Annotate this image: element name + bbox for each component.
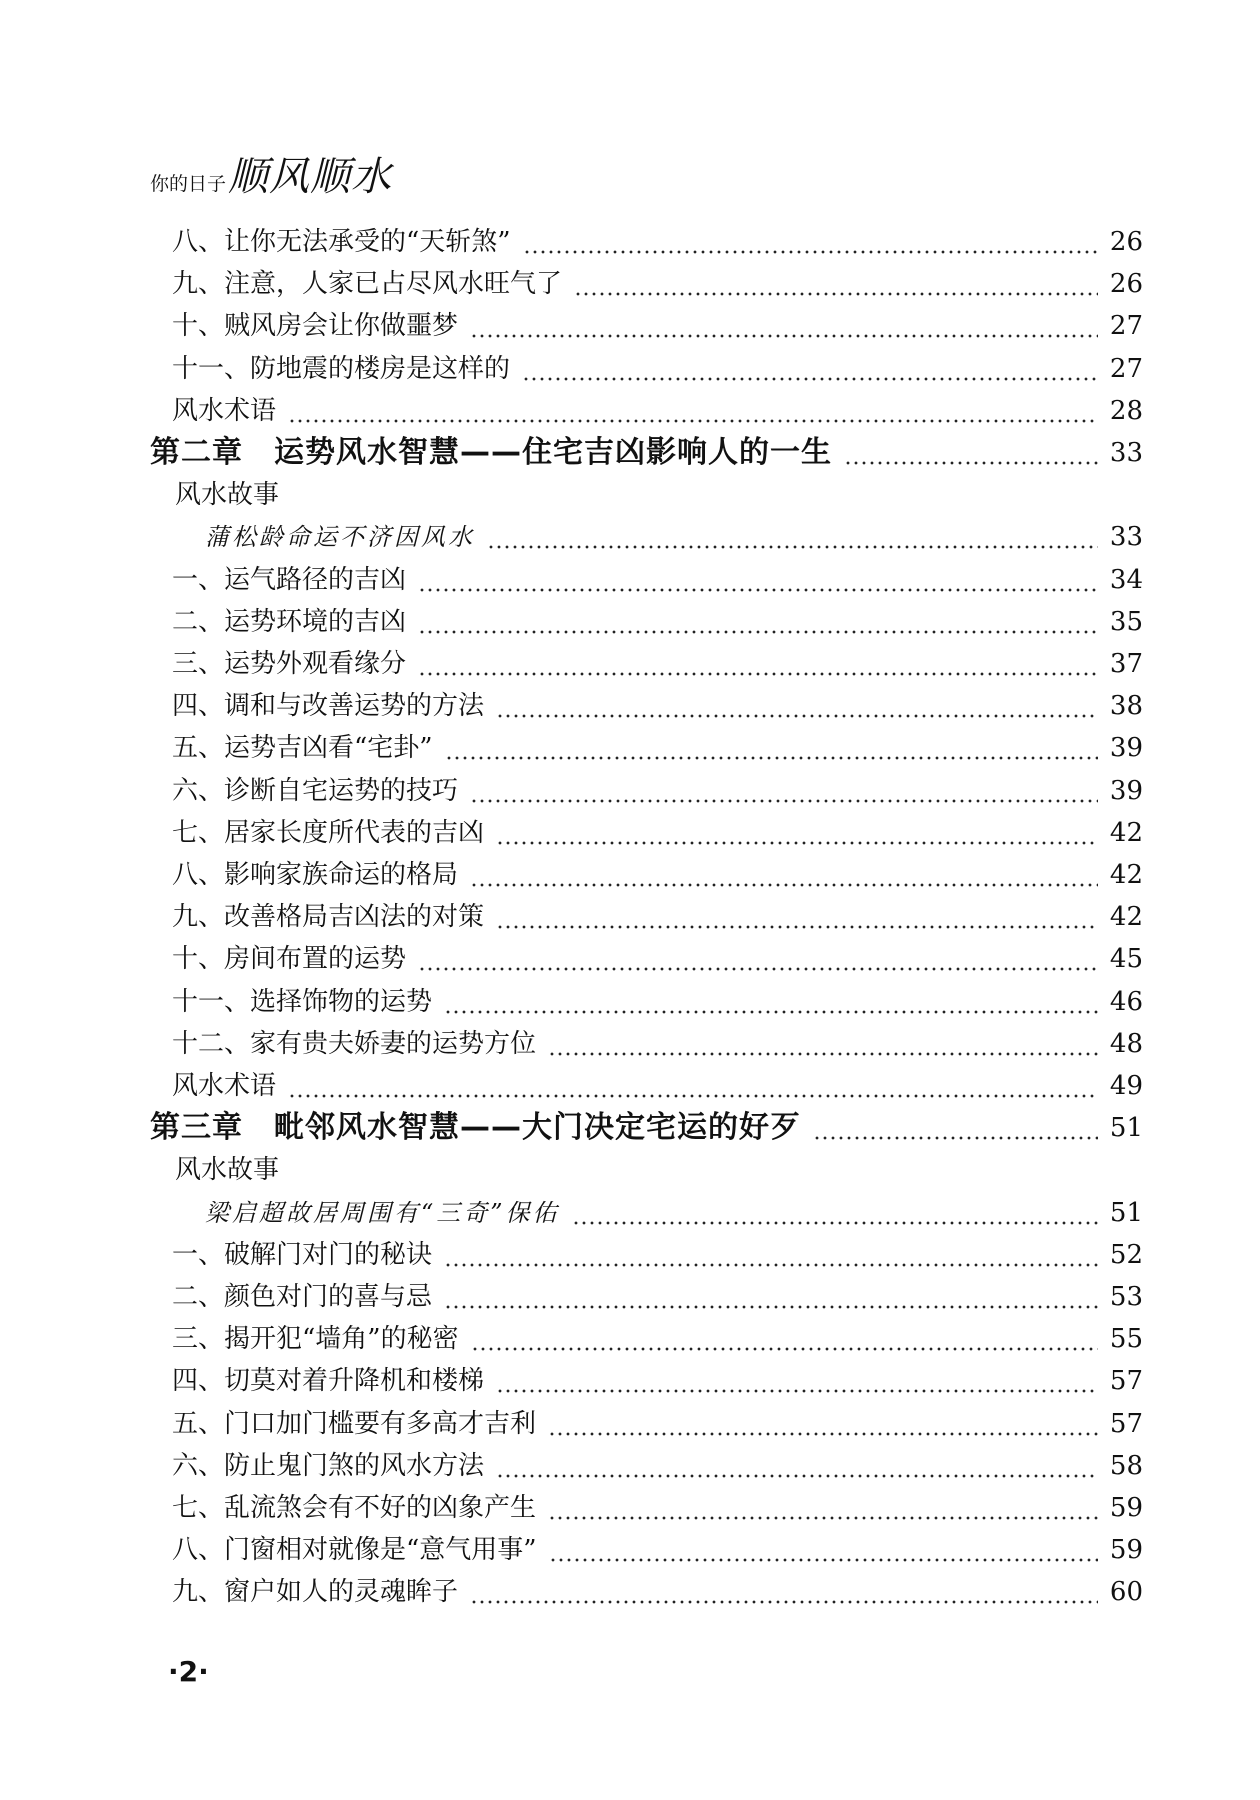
toc-row xyxy=(172,982,1143,1022)
section-heading: 风水故事 xyxy=(175,1155,280,1186)
toc-entry-title: 七、居家长度所代表的吉凶 xyxy=(172,817,485,848)
toc-entry-title: 二、颜色对门的喜与忌 xyxy=(172,1282,433,1312)
toc-entry-title: 十、房间布置的运势 xyxy=(172,944,407,975)
running-header xyxy=(150,145,392,202)
toc-row xyxy=(172,1361,1143,1401)
dot-leader xyxy=(470,855,1098,895)
toc-page-number: 58 xyxy=(1109,1450,1143,1481)
dot-leader xyxy=(496,686,1098,726)
toc-entry-title: 四、切莫对着升降机和楼梯 xyxy=(172,1366,485,1397)
toc-row xyxy=(172,855,1143,895)
toc-entry-title: 十一、防地震的楼房是这样的 xyxy=(172,353,511,384)
toc-page-number: 48 xyxy=(1109,1028,1143,1059)
toc-page-number: 33 xyxy=(1109,438,1143,468)
toc-row xyxy=(172,897,1143,937)
dot-leader xyxy=(844,433,1098,473)
toc-row xyxy=(172,771,1143,811)
toc-row xyxy=(172,1024,1143,1064)
toc-page-number: 27 xyxy=(1109,353,1143,384)
toc-entry-title: 九、注意，人家已占尽风水旺气了 xyxy=(172,269,563,300)
toc-entry-title: 梁启超故居周围有“三奇”保佑 xyxy=(205,1198,560,1227)
toc-page-number: 33 xyxy=(1109,522,1143,553)
toc-page-number: 26 xyxy=(1109,269,1143,300)
toc-page-number: 57 xyxy=(1109,1366,1143,1397)
toc-page-number: 42 xyxy=(1109,902,1143,933)
dot-leader xyxy=(418,644,1098,684)
toc-row xyxy=(172,939,1143,979)
toc-page-number: 52 xyxy=(1109,1239,1143,1270)
toc-page-number: 35 xyxy=(1109,606,1143,637)
toc-row xyxy=(172,1277,1143,1317)
toc-row xyxy=(172,644,1143,684)
toc-entry-title: 八、影响家族命运的格局 xyxy=(172,860,459,890)
toc-entry-title: 九、窗户如人的灵魂眸子 xyxy=(172,1577,459,1608)
toc-page-number: 55 xyxy=(1109,1324,1143,1355)
toc-row xyxy=(172,222,1143,262)
toc-page-number: 39 xyxy=(1109,775,1143,806)
toc-entry-title: 三、运势外观看缘分 xyxy=(172,649,407,679)
toc-page-number: 53 xyxy=(1109,1282,1143,1312)
toc-page-number: 45 xyxy=(1109,944,1143,975)
dot-leader xyxy=(548,1488,1098,1528)
toc-page-number: 28 xyxy=(1109,395,1143,426)
dot-leader xyxy=(572,1193,1098,1233)
toc-entry-title: 五、运势吉凶看“宅卦” xyxy=(172,733,433,764)
dot-leader xyxy=(523,222,1098,262)
dot-leader xyxy=(548,1024,1098,1064)
toc-page-number: 46 xyxy=(1109,986,1143,1017)
toc-row xyxy=(172,1235,1143,1275)
toc-entry-title: 六、防止鬼门煞的风水方法 xyxy=(172,1450,485,1481)
toc-entry-title: 一、破解门对门的秘诀 xyxy=(172,1239,433,1270)
toc-page-number: 49 xyxy=(1109,1071,1143,1101)
toc-row xyxy=(172,560,1143,600)
toc-row xyxy=(172,1319,1143,1359)
toc-entry-title: 一、运气路径的吉凶 xyxy=(172,564,407,595)
dot-leader xyxy=(496,897,1098,937)
toc-row xyxy=(172,349,1143,389)
toc-entry-title: 蒲松龄命运不济因风水 xyxy=(205,523,475,552)
toc-row xyxy=(172,1066,1143,1106)
dot-leader xyxy=(487,517,1098,557)
toc-row xyxy=(172,1446,1143,1486)
toc-page-number: 51 xyxy=(1109,1197,1143,1228)
toc-entry-title: 十、贼风房会让你做噩梦 xyxy=(172,311,459,342)
toc-entry-title: 二、运势环境的吉凶 xyxy=(172,606,407,637)
toc-page-number: 42 xyxy=(1109,817,1143,848)
toc-page-number: 26 xyxy=(1109,227,1143,257)
dot-leader xyxy=(418,602,1098,642)
section-heading: 风水故事 xyxy=(175,480,280,511)
toc-page-number: 39 xyxy=(1109,733,1143,764)
toc-chapter-row xyxy=(150,433,1143,473)
dot-leader xyxy=(496,813,1098,853)
toc-row xyxy=(172,1488,1143,1528)
dot-leader xyxy=(813,1108,1098,1148)
dot-leader xyxy=(288,391,1098,431)
toc-entry-title: 十二、家有贵夫娇妻的运势方位 xyxy=(172,1028,537,1059)
header-small-text: 你的日子 xyxy=(150,173,227,195)
toc-page-number: 27 xyxy=(1109,311,1143,342)
toc-entry-title: 六、诊断自宅运势的技巧 xyxy=(172,775,459,806)
dot-leader xyxy=(418,560,1098,600)
toc-entry-title: 风水术语 xyxy=(172,395,277,426)
toc-entry-title: 风水术语 xyxy=(172,1071,277,1101)
toc-row xyxy=(172,686,1143,726)
toc-entry-title: 八、门窗相对就像是“意气用事” xyxy=(172,1535,537,1566)
toc-entry-title: 第二章 运势风水智慧——住宅吉凶影响人的一生 xyxy=(150,435,832,470)
dot-leader xyxy=(444,1277,1098,1317)
dot-leader xyxy=(471,1319,1098,1359)
dot-leader xyxy=(418,939,1098,979)
dot-leader xyxy=(470,306,1098,346)
dot-leader xyxy=(470,1572,1098,1612)
dot-leader xyxy=(444,982,1098,1022)
toc-row xyxy=(172,1530,1143,1570)
toc-entry-title: 七、乱流煞会有不好的凶象产生 xyxy=(172,1493,537,1523)
toc-story-row xyxy=(205,1193,1143,1233)
toc-row xyxy=(172,602,1143,642)
toc-entry-title: 四、调和与改善运势的方法 xyxy=(172,691,485,722)
toc-page-number: 51 xyxy=(1109,1113,1143,1144)
toc-page-number: 57 xyxy=(1109,1408,1143,1439)
toc-entry-title: 三、揭开犯“墙角”的秘密 xyxy=(172,1324,459,1355)
dot-leader xyxy=(288,1066,1098,1106)
toc-row xyxy=(172,728,1143,768)
dot-leader xyxy=(496,1446,1098,1486)
toc-page-number: 37 xyxy=(1109,649,1143,679)
toc-entry-title: 第三章 毗邻风水智慧——大门决定宅运的好歹 xyxy=(150,1110,801,1146)
toc-row xyxy=(172,264,1143,304)
toc-entry-title: 九、改善格局吉凶法的对策 xyxy=(172,902,485,933)
toc-entry-title: 五、门口加门槛要有多高才吉利 xyxy=(172,1408,537,1439)
dot-leader xyxy=(445,728,1098,768)
toc-entry-title: 十一、选择饰物的运势 xyxy=(172,986,433,1017)
toc-row xyxy=(172,306,1143,346)
toc-row xyxy=(172,813,1143,853)
toc-row xyxy=(172,1572,1143,1612)
dot-leader xyxy=(574,264,1098,304)
page-number: ·2· xyxy=(168,1655,209,1688)
toc-story-row xyxy=(205,517,1143,557)
toc-page-number: 34 xyxy=(1109,564,1143,595)
toc-page-number: 42 xyxy=(1109,860,1143,890)
toc-page-number: 59 xyxy=(1109,1535,1143,1566)
toc-page-number: 59 xyxy=(1109,1493,1143,1523)
dot-leader xyxy=(496,1361,1098,1401)
dot-leader xyxy=(470,771,1098,811)
dot-leader xyxy=(548,1404,1098,1444)
dot-leader xyxy=(549,1530,1098,1570)
toc-row xyxy=(172,1404,1143,1444)
toc-page-number: 38 xyxy=(1109,691,1143,722)
toc-chapter-row xyxy=(150,1108,1143,1148)
dot-leader xyxy=(522,349,1098,389)
toc-entry-title: 八、让你无法承受的“天斩煞” xyxy=(172,227,511,257)
toc-page-number: 60 xyxy=(1109,1577,1143,1608)
dot-leader xyxy=(444,1235,1098,1275)
header-title: 顺风顺水 xyxy=(228,154,393,200)
toc-row xyxy=(172,391,1143,431)
